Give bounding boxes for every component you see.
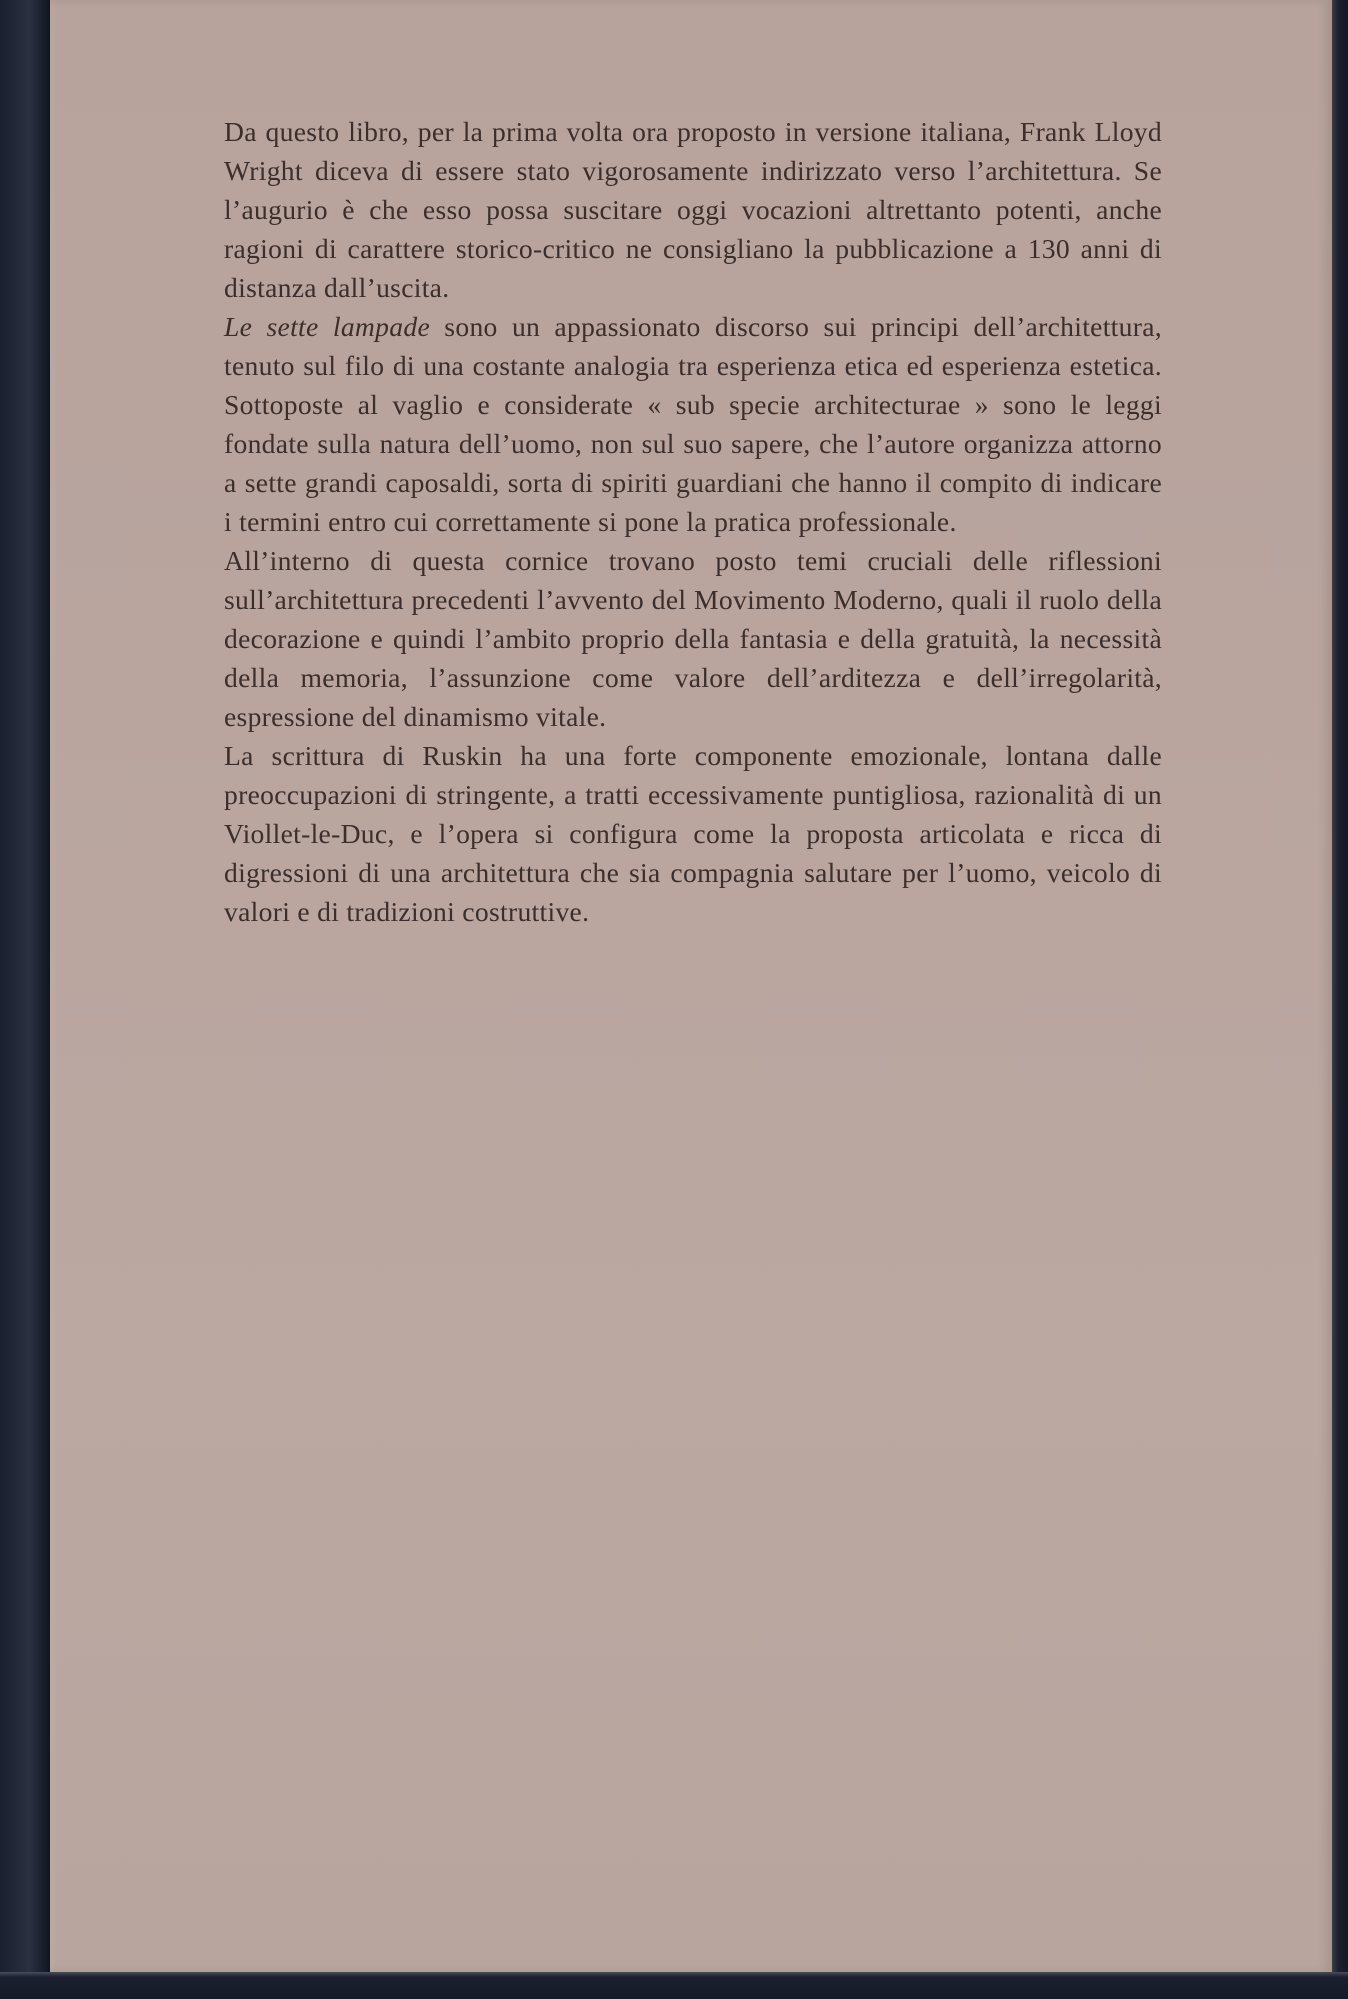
blurb-paragraph-4: La scrittura di Ruskin ha una forte componente emozionale, lontana dalle preoccupazioni di stringente, a tratti eccessivamente puntigliosa, razionalità di un Viollet-le-Duc, e l’opera si configura come la proposta articolata e ricca di digressioni di una architettura che sia compagnia salutare per l’uomo, veicolo di valori e di tradizioni costruttive.	[224, 740, 1162, 927]
cover-blurb	[224, 112, 1162, 931]
blurb-paragraph-3: All’interno di questa cornice trovano posto temi cruciali delle riflessioni sull’architettura precedenti l’avvento del Movimento Moderno, quali il ruolo della decorazione e quindi l’ambito proprio della fantasia e della gratuità, la necessità della memoria, l’assunzione come valore dell’arditezza e dell’irregolarità, espressione del dinamismo vitale.	[224, 545, 1162, 732]
right-scan-edge	[1332, 0, 1348, 1999]
blurb-paragraph-1: Da questo libro, per la prima volta ora proposto in versione italiana, Frank Lloyd Wright diceva di essere stato vigorosamente indirizzato verso l’architettura. Se l’augurio è che esso possa suscitare oggi vocazioni altrettanto potenti, anche ragioni di carattere storico-critico ne consigliano la pubblicazione a 130 anni di distanza dall’uscita.	[224, 116, 1162, 303]
bottom-scan-edge	[0, 1972, 1348, 1999]
blurb-paragraph-2	[224, 307, 1162, 541]
book-title-italic: Le sette lampade	[224, 311, 430, 342]
blurb-paragraph-2-text: sono un appassionato discorso sui principi dell’architettura, tenuto sul filo di una costante analogia tra esperienza etica ed esperienza estetica. Sottoposte al vaglio e considerate « sub specie architecturae » sono le leggi fondate sulla natura dell’uomo, non sul suo sapere, che l’autore organizza attorno a sette grandi caposaldi, sorta di spiriti guardiani che hanno il compito di indicare i termini entro cui correttamente si pone la pratica professionale.	[224, 311, 1162, 537]
